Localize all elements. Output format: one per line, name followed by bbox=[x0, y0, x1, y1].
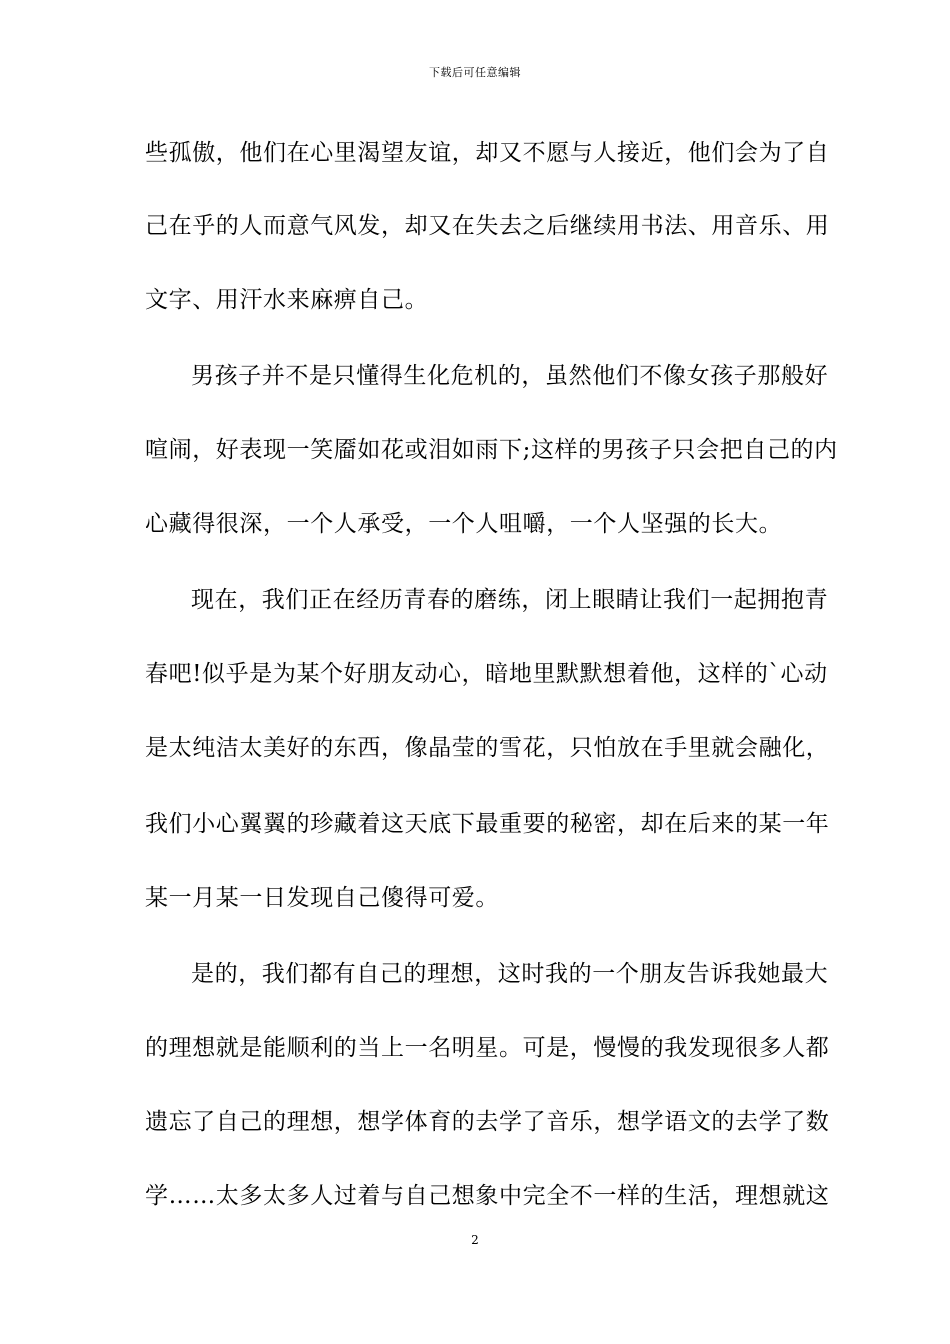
paragraph-first-line: 是的，我们都有自己的理想，这时我的一个朋友告诉我她最大 bbox=[191, 961, 829, 987]
text-line: 我们小心翼翼的珍藏着这天底下最重要的秘密，却在后来的某一年 bbox=[145, 811, 830, 837]
text-line: 的理想就是能顺利的当上一名明星。可是，慢慢的我发现很多人都 bbox=[145, 1035, 830, 1061]
paragraph-first-line: 男孩子并不是只懂得生化危机的，虽然他们不像女孩子那般好 bbox=[191, 363, 829, 389]
text-line: 遗忘了自己的理想，想学体育的去学了音乐，想学语文的去学了数 bbox=[145, 1109, 830, 1135]
text-line: 学……太多太多人过着与自己想象中完全不一样的生活，理想就这 bbox=[145, 1183, 830, 1209]
page-header: 下载后可任意编辑 bbox=[429, 66, 521, 79]
text-line: 文字、用汗水来麻痹自己。 bbox=[145, 287, 429, 313]
text-line: 心藏得很深，一个人承受，一个人咀嚼，一个人坚强的长大。 bbox=[145, 511, 783, 537]
paragraph-first-line: 现在，我们正在经历青春的磨练，闭上眼睛让我们一起拥抱青 bbox=[191, 587, 829, 613]
text-line: 某一月某一日发现自己傻得可爱。 bbox=[145, 885, 499, 911]
text-line: 喧闹，好表现一笑靥如花或泪如雨下;这样的男孩子只会把自己的内 bbox=[145, 437, 838, 463]
text-line: 是太纯洁太美好的东西，像晶莹的雪花，只怕放在手里就会融化， bbox=[145, 735, 830, 761]
page-number: 2 bbox=[471, 1233, 479, 1247]
text-line: 己在乎的人而意气风发，却又在失去之后继续用书法、用音乐、用 bbox=[145, 213, 830, 239]
text-line: 些孤傲，他们在心里渴望友谊，却又不愿与人接近，他们会为了自 bbox=[145, 140, 830, 166]
text-line: 春吧!似乎是为某个好朋友动心，暗地里默默想着他，这样的`心动 bbox=[145, 661, 828, 687]
